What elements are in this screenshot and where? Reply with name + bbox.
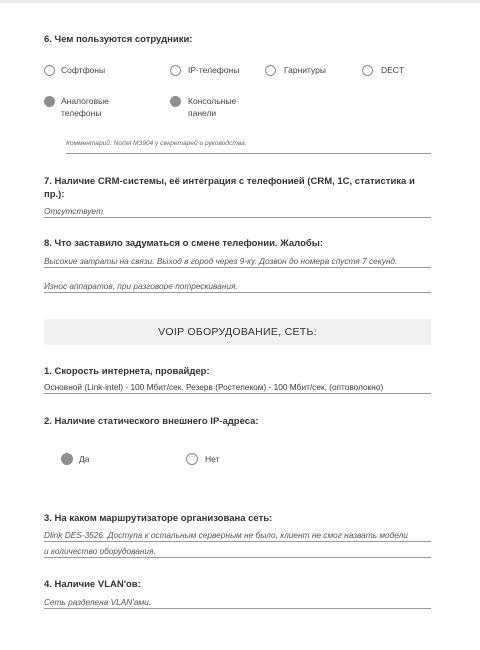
q7-answer-field[interactable]: Отсутствует: [44, 205, 431, 218]
s1-answer-field[interactable]: Основной (Link-intel) - 100 Мбит/сек. Резерв (Ростелеком) - 100 Мбит/сек. (оптоволокно): [44, 381, 431, 394]
s3-answer-field-1[interactable]: Dlink DES-3526. Доступа к остальным серверным не было, клиент не смог назвать модели: [44, 529, 431, 542]
q6-analog-radio[interactable]: [44, 96, 55, 107]
section-header: VOIP ОБОРУДОВАНИЕ, СЕТЬ:: [44, 319, 431, 345]
q6-dect-radio[interactable]: [362, 65, 373, 76]
s3-answer-field-2[interactable]: и количество оборудования.: [44, 545, 431, 558]
q6-ip-phone-label: IP-телефоны: [188, 65, 240, 75]
q6-headset-label: Гарнитуры: [284, 65, 327, 75]
q6-analog-label: Аналоговые телефоны: [61, 96, 109, 118]
s2-no-radio[interactable]: [186, 453, 198, 465]
q8-answer-field-2[interactable]: Износ аппаратов, при разговоре потрескивания.: [44, 280, 431, 293]
s4-answer-field[interactable]: Сеть разделена VLAN'ами.: [44, 596, 431, 609]
s2-yes-label: Да: [79, 454, 90, 464]
s1-title: 1. Скорость интернета, провайдер:: [44, 366, 210, 377]
q6-comment-field[interactable]: Комментарий: Nortel M3904 у секретарей и руководства.: [66, 139, 431, 154]
s2-yes-radio[interactable]: [61, 453, 73, 465]
q6-title: 6. Чем пользуются сотрудники:: [44, 34, 193, 45]
s4-title: 4. Наличие VLAN'ов:: [44, 579, 141, 590]
s3-title: 3. На каком маршрутизаторе организована сеть:: [44, 513, 273, 524]
q6-console-label: Консольные панели: [188, 96, 237, 118]
q6-ip-phone-radio[interactable]: [170, 65, 181, 76]
s2-no-label: Нет: [205, 454, 220, 464]
s2-title: 2. Наличие статического внешнего IP-адреса:: [44, 416, 259, 427]
q6-headset-radio[interactable]: [265, 65, 276, 76]
q6-softphone-label: Софтфоны: [61, 65, 106, 75]
q7-title: 7. Наличие CRM-системы, её интеграция с телефонией (CRM, 1С, статистика и пр.):: [44, 176, 415, 200]
q8-title: 8. Что заставило задуматься о смене телефонии. Жалобы:: [44, 238, 324, 249]
q6-console-radio[interactable]: [170, 96, 181, 107]
q6-softphone-radio[interactable]: [44, 65, 55, 76]
q8-answer-field-1[interactable]: Высокие затраты на связи. Выход в город через 9-ку. Дозвон до номера спустя 7 секунд.: [44, 255, 431, 268]
top-divider: [0, 0, 480, 3]
q6-dect-label: DECT: [381, 65, 405, 75]
